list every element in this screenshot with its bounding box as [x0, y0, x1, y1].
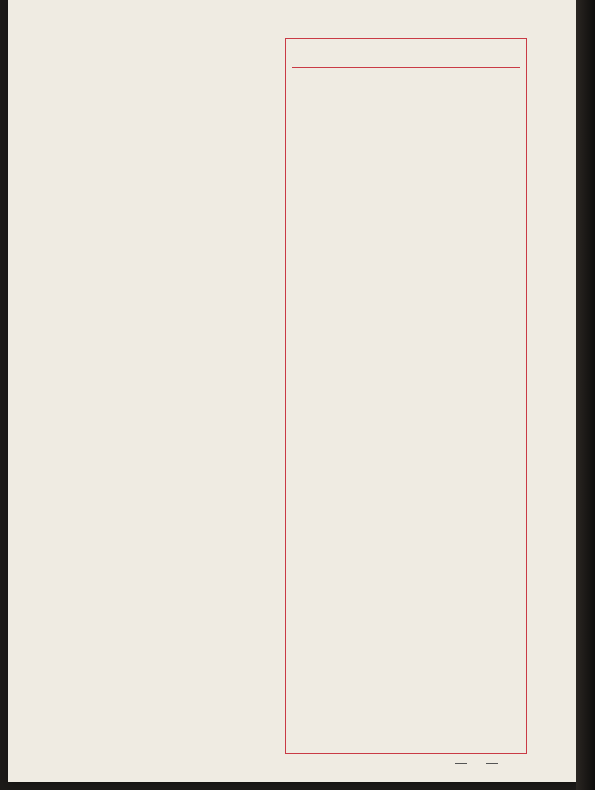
billet-frame	[285, 38, 527, 754]
billet-header	[286, 39, 526, 65]
page-number-dash	[455, 763, 467, 764]
billet-divider	[292, 67, 520, 68]
magazine-page	[8, 0, 576, 782]
page-number-dash	[486, 763, 498, 764]
binding-shadow	[576, 0, 595, 790]
